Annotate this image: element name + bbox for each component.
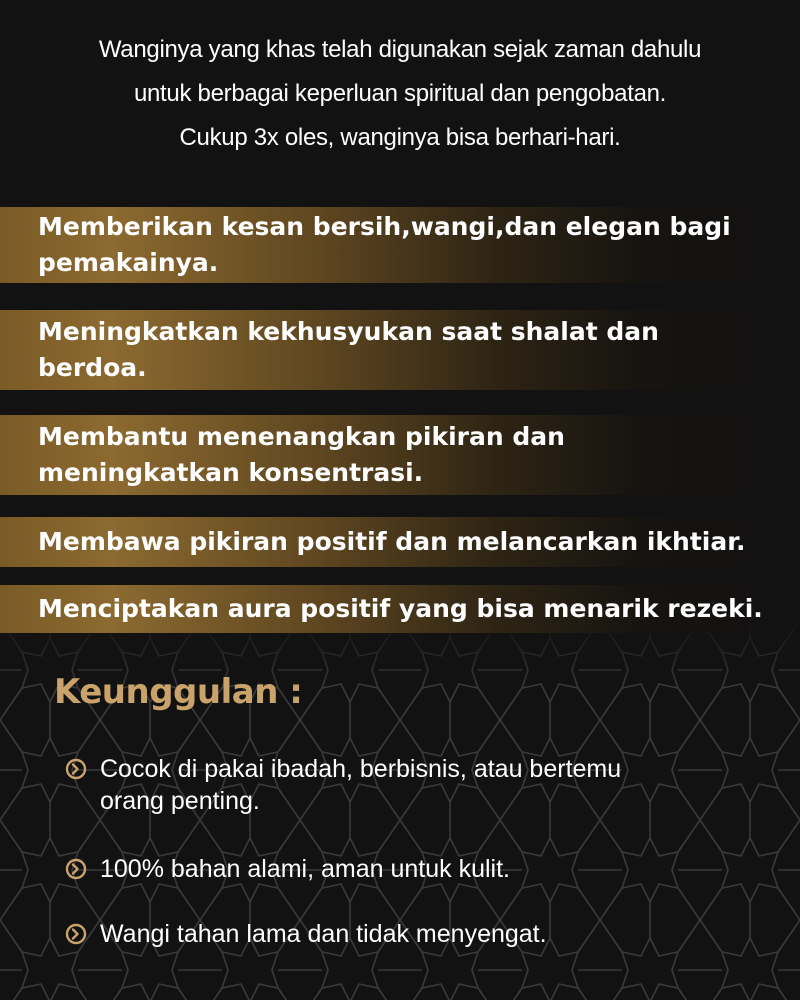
benefit-band [0,517,800,567]
chevron-circle-icon [62,853,90,885]
benefit-text [38,209,731,281]
advantage-item [62,853,762,885]
benefit-line: berdoa. [38,353,147,382]
benefit-line: pemakainya. [38,248,219,277]
advantage-item [62,918,762,950]
benefit-band [0,310,800,390]
advantage-line: orang penting. [100,787,260,815]
benefit-line: Memberikan kesan bersih,wangi,dan elegan bagi [38,212,731,241]
advantages-heading: Keunggulan : [54,672,303,712]
intro-line: Cukup 3x oles, wanginya bisa berhari-hari. [179,124,621,151]
benefit-band [0,207,800,283]
intro-line: Wanginya yang khas telah digunakan sejak zaman dahulu [98,36,702,63]
advantage-line: Cocok di pakai ibadah, berbisnis, atau bertemu [100,755,622,783]
benefit-line: Membantu menenangkan pikiran dan [38,422,565,451]
benefit-line: Meningkatkan kekhusyukan saat shalat dan [38,317,659,346]
benefit-line: Membawa pikiran positif dan melancarkan ikhtiar. [38,527,746,556]
advantage-line: 100% bahan alami, aman untuk kulit. [100,855,510,883]
benefit-band [0,415,800,495]
chevron-circle-icon [62,918,90,950]
benefit-line: Menciptakan aura positif yang bisa menarik rezeki. [38,594,763,623]
benefit-text [38,419,565,491]
benefit-text [38,314,659,386]
intro-paragraph [0,28,800,160]
benefit-line: meningkatkan konsentrasi. [38,458,424,487]
intro-line: untuk berbagai keperluan spiritual dan pengobatan. [133,80,667,107]
advantage-text [100,753,621,817]
benefit-band [0,585,800,633]
chevron-circle-icon [62,753,90,785]
advantage-line: Wangi tahan lama dan tidak menyengat. [100,920,547,948]
advantage-item [62,753,762,817]
